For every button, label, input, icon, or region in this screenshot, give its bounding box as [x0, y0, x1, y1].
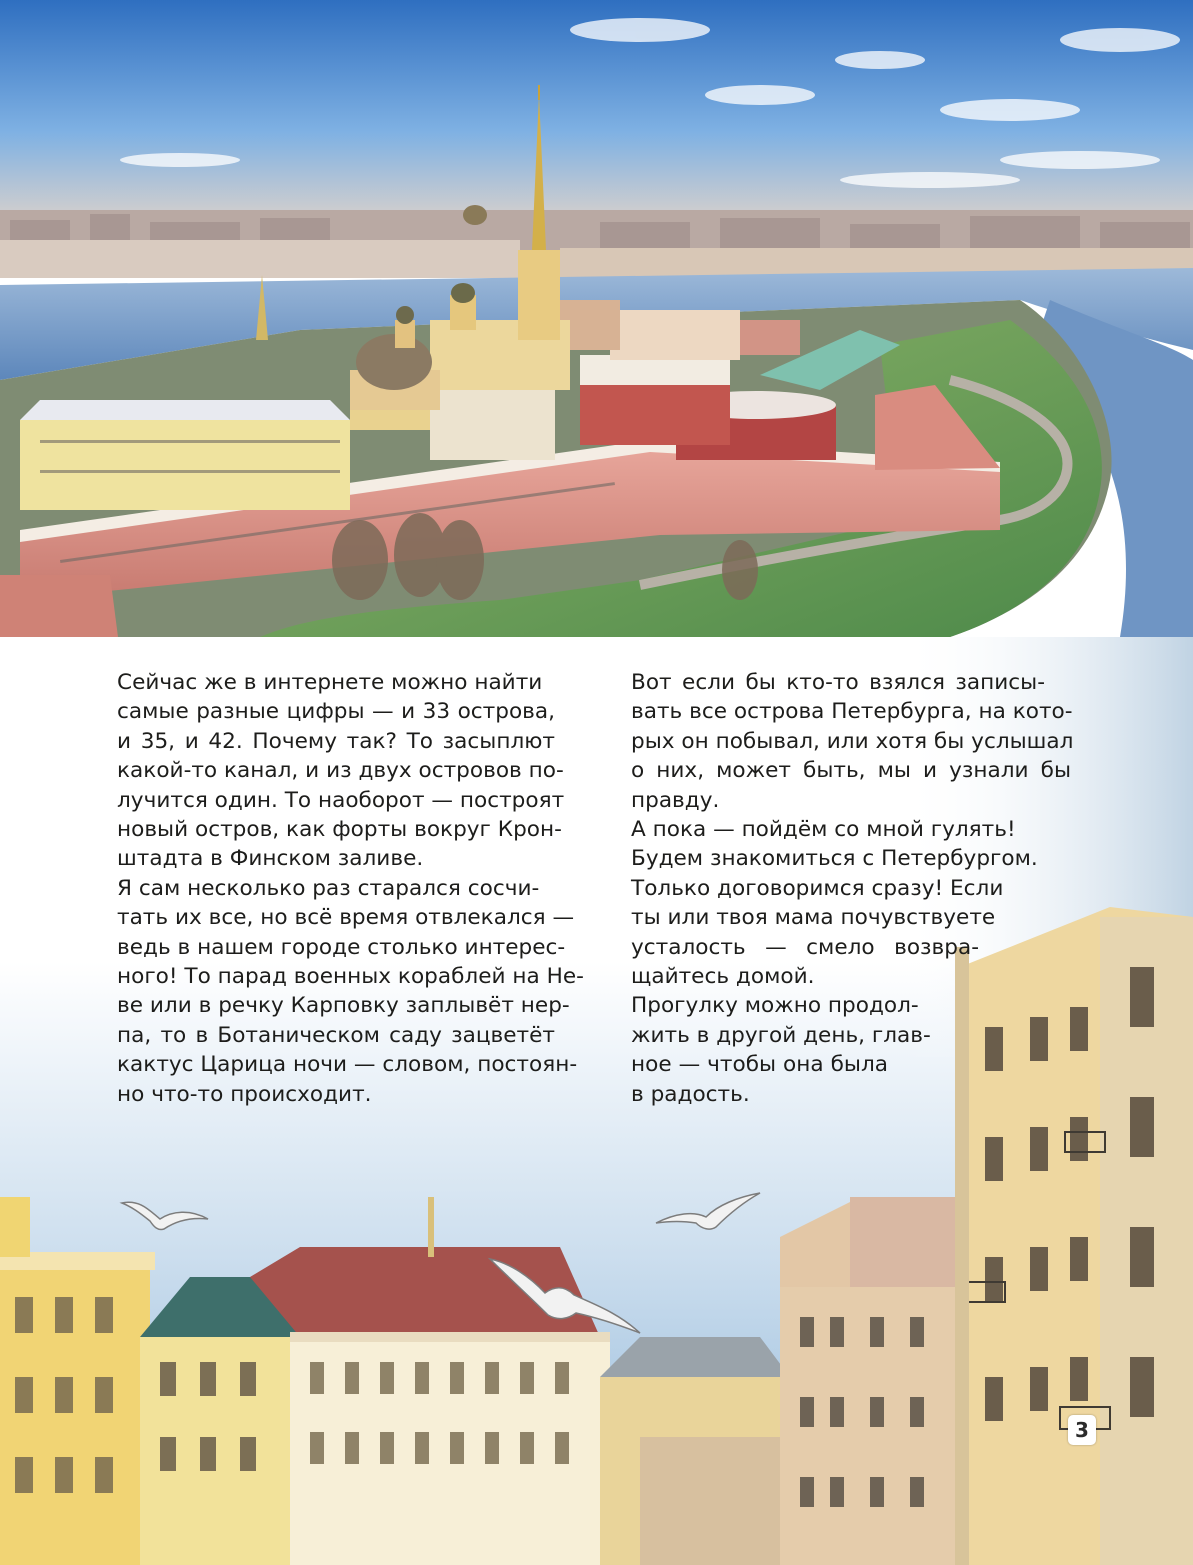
text-line: ве или в речку Карповку заплывёт нер-	[117, 993, 570, 1019]
text-line: и 35, и 42. Почему так? То засыплют	[117, 728, 555, 754]
text-line: па, то в Ботаническом саду зацветёт	[117, 1022, 555, 1048]
text-line: но что-то происходит.	[117, 1081, 372, 1107]
text-line: самые разные цифры — и 33 острова,	[117, 699, 555, 725]
paragraph	[605, 668, 1074, 815]
text-line: Я сам несколько раз старался сосчи-	[117, 875, 540, 901]
paragraph	[605, 991, 1071, 1109]
paragraph	[605, 815, 1071, 874]
text-line: новый остров, как форты вокруг Крон-	[117, 817, 562, 843]
text-column-left	[91, 668, 584, 1109]
text-line: рых он побывал, или хотя бы услышал	[631, 728, 1074, 754]
text-line: ведь в нашем городе столько интерес-	[117, 934, 566, 960]
paragraph	[605, 874, 1071, 992]
text-line: Сейчас же в интернете можно найти	[117, 670, 543, 695]
peter-and-paul-fortress-aerial-photo	[0, 0, 1193, 637]
text-line: тать их все, но всё время отвлекался —	[117, 905, 575, 931]
text-line: ное — чтобы она была	[631, 1052, 888, 1078]
text-line: ного! То парад военных кораблей на Не-	[117, 964, 584, 990]
text-line: усталость — смело возвра-	[631, 934, 979, 960]
text-line: кактус Царица ночи — словом, постоян-	[117, 1052, 578, 1078]
paragraph	[91, 668, 565, 874]
text-line: в радость.	[631, 1081, 750, 1107]
paragraph	[91, 874, 584, 1109]
text-line: ты или твоя мама почувствуете	[631, 905, 996, 931]
text-line: о них, может быть, мы и узнали бы	[631, 758, 1071, 784]
text-line: лучится один. То наоборот — построят	[117, 787, 565, 813]
page-number: 3	[1068, 1415, 1096, 1445]
text-line: жить в другой день, глав-	[631, 1022, 931, 1048]
text-line: Вот если бы кто-то взялся записы-	[631, 670, 1045, 695]
text-line: штадта в Финском заливе.	[117, 846, 424, 872]
text-column-right	[605, 668, 1074, 1109]
text-line: А пока — пойдём со мной гулять!	[631, 817, 1016, 843]
text-line: Будем знакомиться с Петербургом.	[631, 846, 1038, 872]
text-line: какой-то канал, и из двух островов по-	[117, 758, 564, 784]
text-line: Только договоримся сразу! Если	[631, 875, 1004, 901]
text-line: правду.	[631, 787, 720, 813]
text-line: щайтесь домой.	[631, 964, 815, 990]
text-line: Прогулку можно продол-	[631, 993, 919, 1019]
text-line: вать все острова Петербурга, на кото-	[631, 699, 1073, 725]
